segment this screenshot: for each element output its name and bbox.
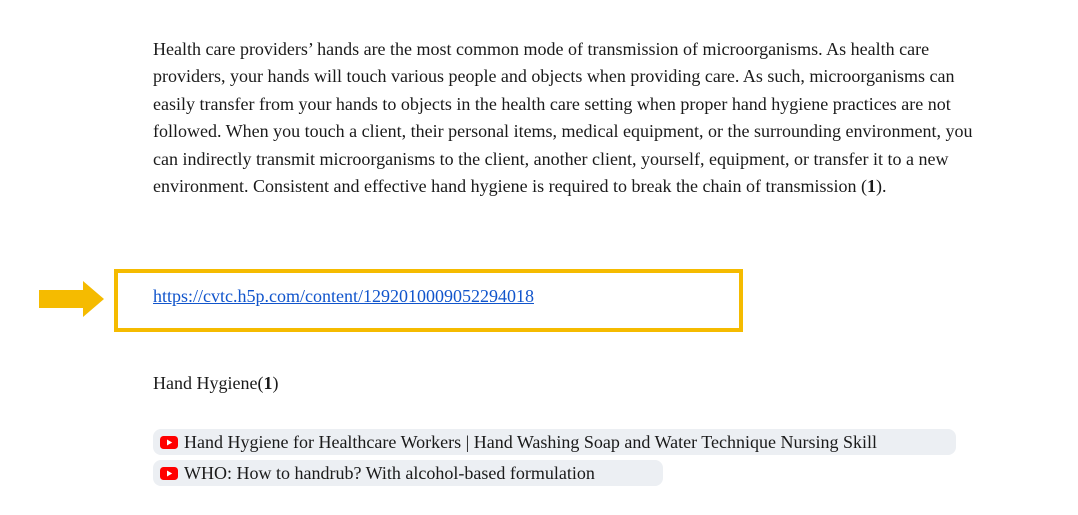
video-link-label: WHO: How to handrub? With alcohol-based formulation xyxy=(184,462,595,483)
body-paragraph xyxy=(153,36,973,200)
paragraph-tail: ). xyxy=(875,176,887,197)
paragraph-text: Health care providers’ hands are the most common mode of transmission of microorganisms. As health care providers, your hands will touch various people and objects when providing care. As such, microorganisms can easily transfer from your hands to objects in the health care setting when proper hand hygiene practices are not followed. When you touch a client, their personal items, medical equipment, or the surrounding environment, you can indirectly transmit microorganisms to the client, another client, yourself, equipment, or transfer it to a new environment. Consistent and effective hand hygiene is required to break the chain of transmission ( xyxy=(153,39,973,197)
section-heading-tail: ) xyxy=(272,373,279,393)
youtube-icon xyxy=(160,436,178,449)
youtube-icon xyxy=(160,467,178,480)
citation-ref: 1 xyxy=(866,176,876,197)
video-link-handrub[interactable] xyxy=(153,460,663,486)
section-heading-text: Hand Hygiene( xyxy=(153,373,264,393)
h5p-content-link[interactable]: https://cvtc.h5p.com/content/1292010009052294018 xyxy=(153,286,534,306)
video-link-label: Hand Hygiene for Healthcare Workers | Hand Washing Soap and Water Technique Nursing Skill xyxy=(184,431,877,452)
arrow-right-icon xyxy=(39,281,104,317)
section-citation-ref: 1 xyxy=(263,373,273,393)
video-link-hand-hygiene[interactable] xyxy=(153,429,956,455)
section-heading xyxy=(153,373,278,394)
